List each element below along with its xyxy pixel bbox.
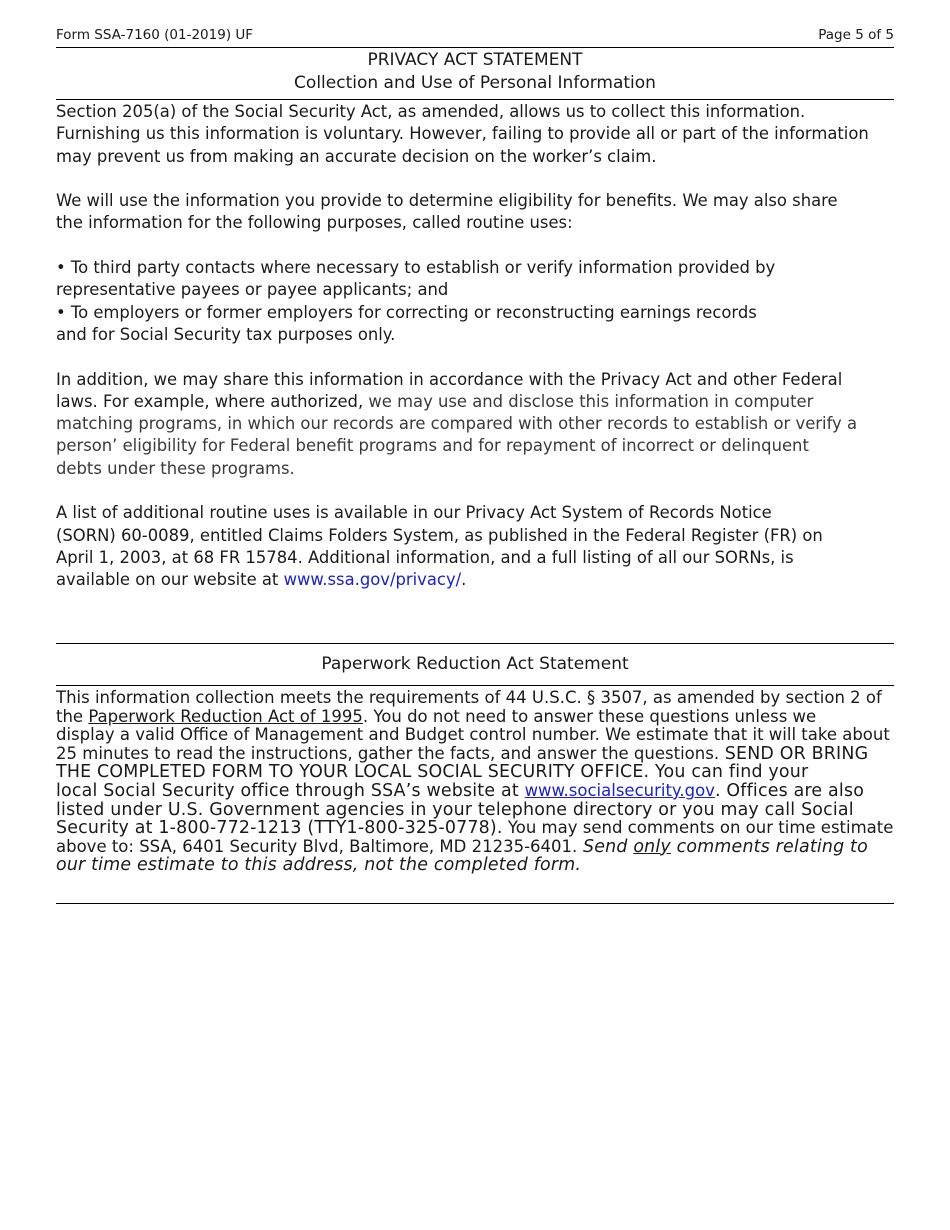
privacy-title-divider xyxy=(56,99,894,100)
pra-italic-text: Send xyxy=(577,836,634,857)
privacy-act-title: PRIVACY ACT STATEMENT xyxy=(367,50,583,70)
pra-text-line: . You do not need to answer these questions unless we xyxy=(362,706,817,726)
pra-italic-text: our time estimate to this address, not the completed form. xyxy=(56,855,582,876)
privacy-text-line: April 1, 2003, at 68 FR 15784. Additional information, and a full listing of all our SORNs, is xyxy=(56,547,794,567)
pra-text-line: 25 minutes to read the instructions, gather the facts, and answer the questions. xyxy=(56,743,720,763)
pra-text-line: Security at 1-800-772-1213 (TTY1-800-325-0778). xyxy=(56,818,503,839)
paperwork-act-body xyxy=(56,689,894,875)
privacy-text-line: may prevent us from making an accurate decision on the worker’s claim. xyxy=(56,146,657,166)
privacy-text-line: matching programs, in which our records are compared with other records to establish or verify a xyxy=(56,414,858,434)
paperwork-top-divider xyxy=(56,643,894,644)
ssa-privacy-link[interactable]: www.ssa.gov/privacy/ xyxy=(283,570,462,590)
pra-only-emphasis: only xyxy=(633,836,671,857)
pra-text-line: . Offices are also xyxy=(714,780,865,801)
paperwork-title-divider xyxy=(56,685,894,686)
paperwork-act-title: Paperwork Reduction Act Statement xyxy=(321,654,629,674)
pra-text-line: the xyxy=(56,706,89,726)
pra-text-line: local Social Security office through SSA’s website at xyxy=(56,780,525,801)
socialsecurity-website-link[interactable]: www.socialsecurity.gov xyxy=(524,780,715,800)
pra-italic-text: comments relating to xyxy=(670,836,868,857)
pra-text-line: SEND OR BRING xyxy=(719,743,869,764)
header-divider xyxy=(56,47,894,48)
pra-text-line: You may send comments on our time estimate xyxy=(502,818,894,838)
routine-use-bullet-cont: and for Social Security tax purposes only. xyxy=(56,324,396,344)
form-number: Form SSA-7160 (01-2019) UF xyxy=(56,27,254,43)
privacy-text-line: In addition, we may share this information in accordance with the Privacy Act and other Federal xyxy=(56,369,843,389)
privacy-text-line: available on our website at xyxy=(56,570,284,590)
privacy-text-line: Section 205(a) of the Social Security Act, as amended, allows us to collect this information. xyxy=(56,102,806,121)
paperwork-bottom-divider xyxy=(56,903,894,904)
privacy-act-body xyxy=(56,101,894,592)
pra-text-line: listed under U.S. Government agencies in your telephone directory or you may call Social xyxy=(56,799,854,820)
period: . xyxy=(461,570,467,590)
page-number: Page 5 of 5 xyxy=(818,27,894,43)
privacy-text-line: debts under these programs. xyxy=(56,458,295,478)
privacy-text-line: Furnishing us this information is voluntary. However, failing to provide all or part of the information xyxy=(56,124,869,144)
routine-use-bullet: • To third party contacts where necessary to establish or verify information provided by xyxy=(56,258,776,278)
pra-text-line: THE COMPLETED FORM TO YOUR LOCAL SOCIAL SECURITY OFFICE. You can find your xyxy=(56,762,809,783)
privacy-text-line: We will use the information you provide to determine eligibility for benefits. We may also share xyxy=(56,191,838,211)
privacy-text-line: we may use and disclose this information in computer xyxy=(363,391,814,411)
paperwork-act-citation: Paperwork Reduction Act of 1995 xyxy=(88,706,363,726)
pra-text-line: display a valid Office of Management and Budget control number. We estimate that it will take about xyxy=(56,725,890,745)
privacy-text-line: (SORN) 60-0089, entitled Claims Folders System, as published in the Federal Register (FR) on xyxy=(56,525,823,545)
pra-text-line: above to: SSA, 6401 Security Blvd, Baltimore, MD 21235-6401. xyxy=(56,836,578,856)
routine-use-bullet: • To employers or former employers for correcting or reconstructing earnings records xyxy=(56,302,757,322)
privacy-text-line: A list of additional routine uses is available in our Privacy Act System of Records Notice xyxy=(56,503,772,523)
privacy-text-line: laws. For example, where authorized, xyxy=(56,391,364,411)
privacy-act-subtitle: Collection and Use of Personal Information xyxy=(294,73,656,93)
privacy-text-line: person’ eligibility for Federal benefit programs and for repayment of incorrect or delinquent xyxy=(56,436,809,456)
routine-use-bullet-cont: representative payees or payee applicants; and xyxy=(56,280,449,300)
pra-text-line: This information collection meets the requirements of 44 U.S.C. § 3507, as amended by section 2 of xyxy=(56,688,882,707)
privacy-text-line: the information for the following purposes, called routine uses: xyxy=(56,213,573,233)
